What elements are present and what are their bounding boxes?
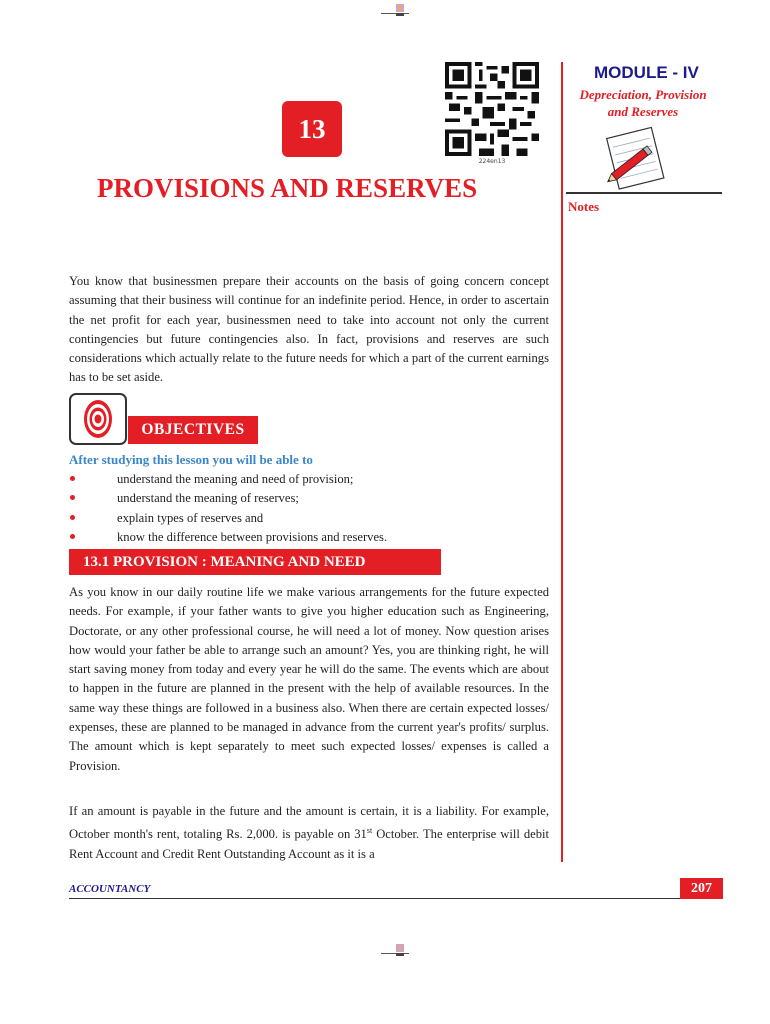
module-label: MODULE - IV [594, 63, 699, 82]
sidebar-divider [561, 62, 563, 862]
bullet-icon [70, 476, 75, 481]
bullet-icon [70, 495, 75, 500]
chapter-number: 13 [282, 101, 342, 157]
objectives-lead: After studying this lesson you will be able to [69, 452, 313, 467]
objectives-heading: OBJECTIVES [128, 416, 258, 444]
section-heading: 13.1 PROVISION : MEANING AND NEED [69, 549, 441, 575]
notepad-pencil-icon [596, 124, 676, 190]
list-item: know the difference between provisions and reserves. [69, 528, 549, 547]
bullet-icon [70, 515, 75, 520]
footer-rule [69, 898, 723, 899]
bullet-icon [70, 534, 75, 539]
module-subtitle-line2: and Reserves [607, 104, 679, 119]
list-item: understand the meaning of reserves; [69, 489, 549, 508]
objectives-target-icon [69, 393, 127, 445]
objectives-list [69, 470, 549, 548]
page-number: 207 [680, 878, 723, 899]
nios-logo-top-icon [395, 3, 405, 17]
page-title: PROVISIONS AND RESERVES [97, 173, 478, 203]
list-item: understand the meaning and need of provision; [69, 470, 549, 489]
section-paragraph-2: If an amount is payable in the future and the amount is certain, it is a liability. For example, October month's rent, totaling Rs. 2,000. is payable on 31st October. The enterprise will debit Rent Account and Credit Rent Outstanding Account as it is a [69, 804, 549, 861]
section-paragraph-1: As you know in our daily routine life we make various arrangements for the future expected needs. For example, if your father wants to give you higher education such as Engineering, Doctorate, or any other professional course, he will need a lot of money. Now question arises how would your father be able to arrange such an amount? Yes, you are thinking right, he will start saving money from today and every year he will do the same. The events which are about to happen in the future are planned in the present with the help of available resources. In the same way these things are followed in a business also. When there are certain expected losses/ expenses, these are planned to be managed in advance from the current year's profits/ surplus. The amount which is kept separately to meet such expected losses/ expenses is called a Provision. [69, 585, 549, 773]
module-subtitle-line1: Depreciation, Provision [579, 87, 707, 102]
notes-rule [566, 192, 722, 194]
intro-paragraph: You know that businessmen prepare their accounts on the basis of going concern concept assuming that their business will continue for an indefinite period. Hence, in order to ascertain the net profit for each year, businessmen need to take into account not only the current contingencies but future contingencies also. In fact, provisions and reserves are such considerations which actually relate to the future needs for which a part of the current earnings has to be set aside. [69, 274, 549, 385]
footer-subject: ACCOUNTANCY [69, 883, 151, 895]
list-item: explain types of reserves and [69, 509, 549, 528]
qr-caption: 224en13 [478, 158, 506, 165]
qr-code-icon [443, 62, 541, 156]
nios-logo-bottom-icon [395, 943, 405, 957]
module-subtitle [563, 86, 723, 120]
notes-label: Notes [568, 199, 600, 214]
